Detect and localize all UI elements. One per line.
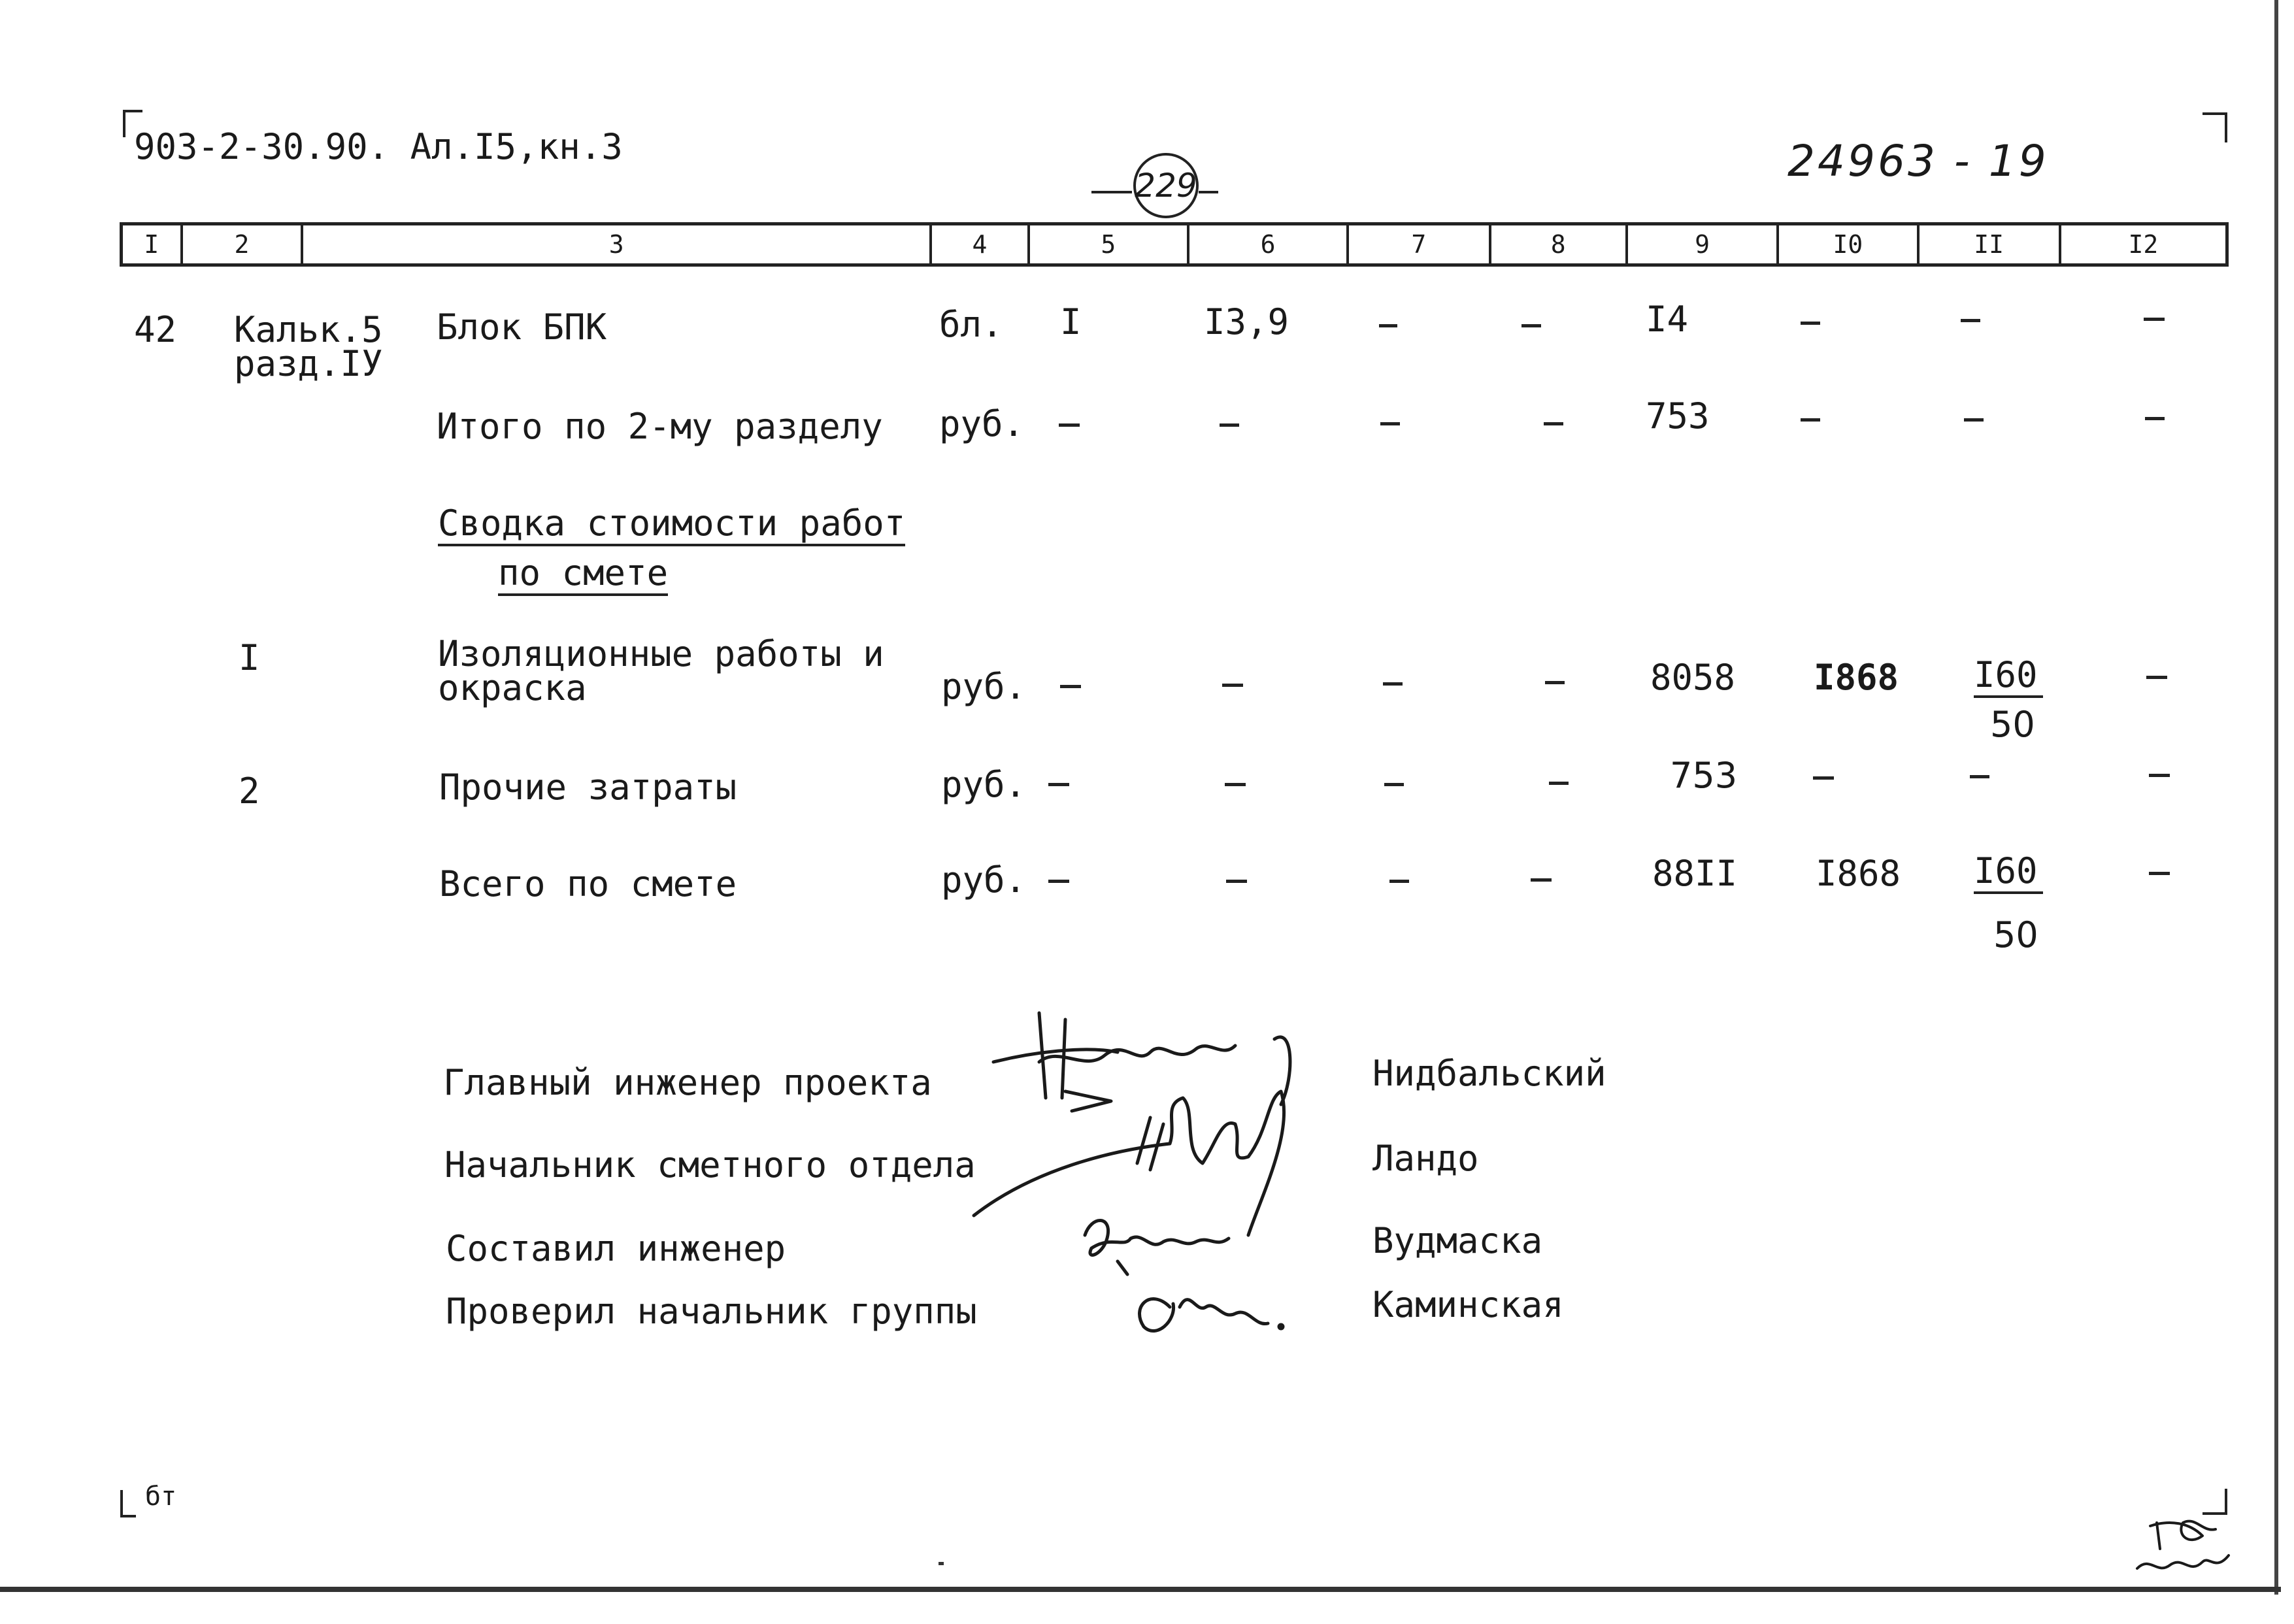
column-header: 8 [1491,225,1628,263]
signature-role-1: Главный инженер проекта [443,1062,932,1103]
summary-1-col6-dash [1222,684,1243,687]
row-42-col5: I [1060,301,1082,342]
row-42-col9: I4 [1646,299,1689,340]
corner-mark-top-right [2203,112,2227,142]
row-42-ref-line1: Кальк.5 [234,309,383,350]
summary-1-col5-dash [1060,685,1081,688]
grand-total-unit: руб. [941,859,1027,901]
column-header-row [120,222,2229,267]
row-42-ref-line2: разд.IУ [234,343,383,384]
page-number-dash-right [1199,191,1218,193]
summary-1-col10: I868 [1814,657,1899,698]
grand-total-col8-dash [1531,878,1552,882]
summary-1-col12-dash [2146,676,2167,679]
grand-total-col11-bottom: 50 [1993,914,2038,955]
row-42-num: 42 [134,309,177,350]
document-code: 903-2-30.90. Ал.I5,кн.3 [134,126,623,167]
summary-title-line2: по смете [498,555,668,596]
row-42-col8-dash [1521,324,1541,327]
signature-name-2: Ландо [1372,1138,1479,1179]
page-number-stamp [1093,152,1210,224]
row-42-col7-dash [1379,324,1397,327]
grand-total-col11-top: I60 [1974,853,2043,894]
scan-speck [939,1562,944,1565]
summary-1-num: I [239,637,260,678]
row-42-col10-dash [1801,322,1820,325]
total-section2-unit: руб. [939,403,1025,444]
summary-2-col8-dash [1549,782,1569,785]
column-header: I [123,225,183,263]
signature-name-4: Каминская [1372,1284,1564,1325]
grand-total-col5-dash [1048,880,1069,883]
handwritten-signatures [954,1000,1359,1340]
page-number: 229 [1135,167,1197,205]
total-section2-col9: 753 [1646,395,1710,437]
column-header: II [1920,225,2061,263]
grand-total-col12-dash [2149,872,2170,875]
summary-2-unit: руб. [941,764,1027,805]
signature-role-4: Проверил начальник группы [446,1291,977,1332]
summary-2-col9: 753 [1670,755,1738,796]
page-number-circle [1133,153,1199,218]
inventory-number: 24963 - 19 [1787,136,2049,186]
total-section2-col12-dash [2145,417,2165,420]
summary-1-col9: 8058 [1650,657,1736,698]
column-header: 5 [1030,225,1189,263]
signature-role-3: Составил инженер [446,1228,786,1269]
grand-total-col10: I868 [1816,853,1901,894]
grand-total-name: Всего по смете [439,863,737,904]
summary-title-line1: Сводка стоимости работ [438,506,905,546]
summary-1-unit: руб. [941,666,1027,707]
summary-1-name-line1: Изоляционные работы и [438,633,884,674]
page-edge-right [2274,0,2278,1595]
corner-initials-scribble [2131,1510,2235,1582]
summary-2-col11-dash [1970,775,1989,778]
page-edge-bottom [0,1587,2281,1592]
grand-total-col7-dash [1389,880,1409,883]
column-header: 2 [183,225,303,263]
row-42-col11-dash [1961,319,1980,322]
corner-mark-bottom-left [120,1490,136,1517]
row-42-unit: бл. [939,304,1003,345]
summary-2-col10-dash [1813,776,1834,780]
signature-name-3: Вудмаска [1372,1220,1543,1261]
total-section2-col5-dash [1059,423,1080,427]
column-header: I2 [2128,230,2159,259]
summary-1-col8-dash [1545,681,1565,684]
total-section2-col7-dash [1380,422,1400,425]
column-header: 4 [932,225,1030,263]
signature-role-2: Начальник сметного отдела [444,1144,976,1185]
summary-1-col11-bottom: 50 [1990,704,2035,745]
column-header: 7 [1349,225,1491,263]
total-section2-name: Итого по 2-му разделу [437,406,883,447]
signature-name-1: Нидбальский [1372,1053,1606,1094]
summary-1-col11-top: I60 [1974,657,2043,698]
summary-2-col5-dash [1048,783,1069,786]
summary-2-num: 2 [239,771,260,812]
summary-2-col7-dash [1384,783,1404,786]
total-section2-col6-dash [1220,423,1239,427]
grand-total-col9: 88II [1652,853,1738,894]
column-header: 3 [303,225,932,263]
total-section2-col10-dash [1801,418,1820,422]
total-section2-col8-dash [1544,422,1563,425]
column-header: I0 [1779,225,1919,263]
row-42-col6: I3,9 [1204,301,1289,342]
footer-left-mark: бт [145,1482,177,1512]
summary-2-col12-dash [2149,774,2170,777]
row-42-name: Блок БПК [437,307,607,348]
page-number-dash-left [1091,191,1132,193]
grand-total-col6-dash [1226,880,1247,883]
summary-1-col7-dash [1383,682,1403,686]
column-header: 9 [1628,225,1779,263]
column-header: 6 [1189,225,1349,263]
summary-2-col6-dash [1225,783,1246,786]
summary-2-name: Прочие затраты [439,767,737,808]
summary-1-name-line2: окраска [438,667,587,708]
row-42-col12-dash [2144,318,2165,321]
total-section2-col11-dash [1964,418,1984,422]
